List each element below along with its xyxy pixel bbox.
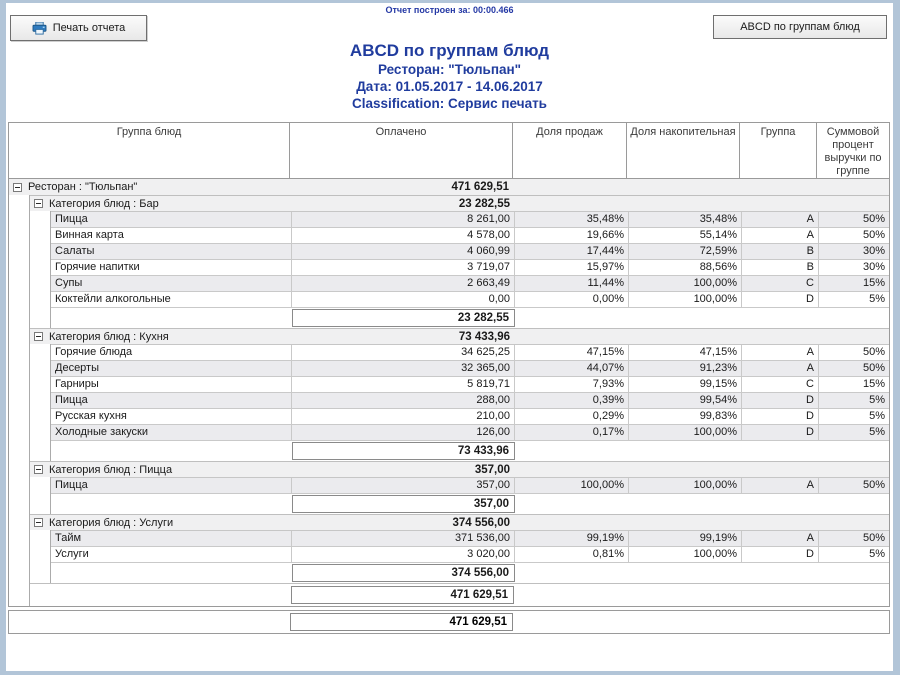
cell-share: 11,44%: [515, 276, 629, 292]
cell-share: 7,93%: [515, 377, 629, 393]
collapse-icon[interactable]: [13, 183, 22, 192]
table-row: [51, 377, 889, 393]
category-block: [30, 514, 889, 583]
table-row: [51, 531, 889, 547]
cell-dish-group: Супы: [51, 276, 292, 292]
category-row-label-wrap: [30, 198, 291, 210]
table-header-row: [9, 123, 889, 179]
column-header-share: Доля продаж: [513, 123, 627, 178]
cell-dish-group: Пицца: [51, 212, 292, 228]
collapse-icon[interactable]: [34, 518, 43, 527]
category-subtotal-row: [51, 308, 889, 328]
cell-paid: 4 578,00: [292, 228, 515, 244]
cell-sum-percent: 50%: [819, 531, 889, 547]
column-header-paid: Оплачено: [290, 123, 513, 178]
print-report-label: Печать отчета: [52, 22, 126, 34]
cell-cumulative: 72,59%: [629, 244, 742, 260]
category-group: [50, 530, 889, 583]
restaurant-row-label-wrap: [9, 181, 290, 193]
cell-share: 0,00%: [515, 292, 629, 308]
print-report-button[interactable]: [10, 15, 147, 41]
category-subtotal-box: 23 282,55: [292, 309, 515, 327]
cell-dish-group: Горячие блюда: [51, 345, 292, 361]
category-group: [50, 211, 889, 328]
grand-total-row: [8, 610, 890, 634]
category-subtotal-box: 374 556,00: [292, 564, 515, 582]
cell-share: 44,07%: [515, 361, 629, 377]
cell-share: 99,19%: [515, 531, 629, 547]
category-subtotal-row: [51, 563, 889, 583]
cell-sum-percent: 50%: [819, 228, 889, 244]
classification-subtitle: Classification: Сервис печать: [352, 96, 547, 111]
category-block: [30, 461, 889, 514]
table-row: [51, 425, 889, 441]
category-row: [30, 461, 889, 477]
cell-dish-group: Винная карта: [51, 228, 292, 244]
cell-paid: 288,00: [292, 393, 515, 409]
category-row-total: 73 433,96: [458, 330, 510, 343]
cell-dish-group: Услуги: [51, 547, 292, 563]
category-row: [30, 514, 889, 530]
cell-cumulative: 99,54%: [629, 393, 742, 409]
cell-dish-group: Десерты: [51, 361, 292, 377]
cell-sum-percent: 50%: [819, 345, 889, 361]
category-items: [51, 530, 889, 563]
printer-icon: [32, 22, 47, 35]
category-row-label-wrap: [30, 464, 291, 476]
cell-abc-group: B: [742, 260, 819, 276]
cell-share: 35,48%: [515, 212, 629, 228]
cell-dish-group: Пицца: [51, 393, 292, 409]
cell-share: 0,17%: [515, 425, 629, 441]
cell-abc-group: C: [742, 377, 819, 393]
category-row-total: 374 556,00: [452, 516, 510, 529]
table-row: [51, 276, 889, 292]
table-row: [51, 361, 889, 377]
cell-abc-group: A: [742, 531, 819, 547]
category-subtotal-box: 73 433,96: [292, 442, 515, 460]
restaurant-group: [29, 195, 889, 606]
cell-paid: 3 020,00: [292, 547, 515, 563]
cell-dish-group: Русская кухня: [51, 409, 292, 425]
cell-abc-group: A: [742, 345, 819, 361]
category-subtotal-row: [51, 441, 889, 461]
cell-sum-percent: 5%: [819, 425, 889, 441]
cell-paid: 3 719,07: [292, 260, 515, 276]
category-subtotal-box: 357,00: [292, 495, 515, 513]
cell-sum-percent: 5%: [819, 547, 889, 563]
cell-share: 17,44%: [515, 244, 629, 260]
table-row: [51, 212, 889, 228]
cell-sum-percent: 5%: [819, 292, 889, 308]
cell-paid: 357,00: [292, 478, 515, 494]
cell-cumulative: 47,15%: [629, 345, 742, 361]
cell-cumulative: 99,19%: [629, 531, 742, 547]
cell-share: 0,81%: [515, 547, 629, 563]
cell-share: 0,39%: [515, 393, 629, 409]
report-name-label: ABCD по группам блюд: [740, 21, 860, 33]
report-page: [6, 3, 893, 671]
cell-cumulative: 100,00%: [629, 276, 742, 292]
column-header-abc-group: Группа: [740, 123, 817, 178]
category-row: [30, 328, 889, 344]
collapse-icon[interactable]: [34, 332, 43, 341]
build-time-label: Отчет построен за: 00:00.466: [385, 5, 514, 15]
cell-abc-group: D: [742, 425, 819, 441]
table-row: [51, 260, 889, 276]
table-row: [51, 393, 889, 409]
table-row: [51, 228, 889, 244]
restaurant-row-total: 471 629,51: [451, 181, 509, 193]
cell-cumulative: 100,00%: [629, 478, 742, 494]
category-row-label: Категория блюд : Бар: [49, 197, 159, 210]
cell-paid: 5 819,71: [292, 377, 515, 393]
restaurant-row-label: Ресторан : "Тюльпан": [28, 181, 138, 193]
cell-abc-group: A: [742, 478, 819, 494]
cell-dish-group: Салаты: [51, 244, 292, 260]
page-title: ABCD по группам блюд: [349, 41, 550, 60]
category-row-label: Категория блюд : Пицца: [49, 463, 173, 476]
cell-cumulative: 88,56%: [629, 260, 742, 276]
restaurant-subtitle: Ресторан: "Тюльпан": [377, 62, 522, 77]
cell-sum-percent: 50%: [819, 478, 889, 494]
cell-cumulative: 35,48%: [629, 212, 742, 228]
cell-dish-group: Тайм: [51, 531, 292, 547]
cell-abc-group: A: [742, 361, 819, 377]
column-header-group: Группа блюд: [9, 123, 290, 178]
cell-cumulative: 55,14%: [629, 228, 742, 244]
category-items: [51, 477, 889, 494]
cell-sum-percent: 15%: [819, 377, 889, 393]
cell-paid: 371 536,00: [292, 531, 515, 547]
cell-abc-group: D: [742, 547, 819, 563]
cell-sum-percent: 50%: [819, 212, 889, 228]
category-block: [30, 328, 889, 461]
category-row: [30, 195, 889, 211]
cell-dish-group: Гарниры: [51, 377, 292, 393]
report-name-button[interactable]: [713, 15, 887, 39]
category-row-total: 357,00: [474, 463, 510, 476]
category-row-total: 23 282,55: [458, 197, 510, 210]
cell-abc-group: A: [742, 212, 819, 228]
column-header-cumulative: Доля накопительная: [627, 123, 740, 178]
cell-paid: 126,00: [292, 425, 515, 441]
table-row: [51, 292, 889, 308]
cell-abc-group: D: [742, 393, 819, 409]
cell-abc-group: B: [742, 244, 819, 260]
cell-cumulative: 100,00%: [629, 292, 742, 308]
cell-sum-percent: 50%: [819, 361, 889, 377]
cell-abc-group: A: [742, 228, 819, 244]
collapse-icon[interactable]: [34, 199, 43, 208]
cell-sum-percent: 5%: [819, 393, 889, 409]
cell-share: 15,97%: [515, 260, 629, 276]
cell-share: 19,66%: [515, 228, 629, 244]
cell-cumulative: 100,00%: [629, 547, 742, 563]
category-group: [50, 477, 889, 514]
category-group: [50, 344, 889, 461]
cell-dish-group: Коктейли алкогольные: [51, 292, 292, 308]
cell-abc-group: C: [742, 276, 819, 292]
cell-cumulative: 91,23%: [629, 361, 742, 377]
cell-cumulative: 100,00%: [629, 425, 742, 441]
category-row-label: Категория блюд : Кухня: [49, 330, 169, 343]
category-block: [30, 195, 889, 328]
table-row: [51, 409, 889, 425]
cell-paid: 34 625,25: [292, 345, 515, 361]
category-items: [51, 344, 889, 441]
cell-share: 47,15%: [515, 345, 629, 361]
abcd-report-table: [8, 122, 890, 607]
cell-paid: 210,00: [292, 409, 515, 425]
cell-sum-percent: 15%: [819, 276, 889, 292]
restaurant-total-row: [30, 583, 889, 606]
table-row: [51, 547, 889, 563]
cell-dish-group: Горячие напитки: [51, 260, 292, 276]
category-row-label: Категория блюд : Услуги: [49, 516, 174, 529]
category-row-label-wrap: [30, 331, 291, 343]
restaurant-row: [9, 179, 889, 195]
column-header-sum-percent: Суммовой процент выручки по группе: [824, 126, 882, 177]
table-row: [51, 478, 889, 494]
cell-dish-group: Пицца: [51, 478, 292, 494]
date-subtitle: Дата: 01.05.2017 - 14.06.2017: [356, 79, 543, 94]
restaurant-total-box: 471 629,51: [291, 586, 514, 604]
cell-cumulative: 99,83%: [629, 409, 742, 425]
cell-paid: 4 060,99: [292, 244, 515, 260]
category-subtotal-row: [51, 494, 889, 514]
cell-sum-percent: 5%: [819, 409, 889, 425]
grand-total-box: 471 629,51: [290, 613, 513, 631]
cell-abc-group: D: [742, 292, 819, 308]
table-row: [51, 244, 889, 260]
cell-paid: 8 261,00: [292, 212, 515, 228]
cell-abc-group: D: [742, 409, 819, 425]
cell-paid: 32 365,00: [292, 361, 515, 377]
cell-paid: 0,00: [292, 292, 515, 308]
collapse-icon[interactable]: [34, 465, 43, 474]
cell-dish-group: Холодные закуски: [51, 425, 292, 441]
cell-sum-percent: 30%: [819, 244, 889, 260]
cell-cumulative: 99,15%: [629, 377, 742, 393]
table-row: [51, 345, 889, 361]
cell-sum-percent: 30%: [819, 260, 889, 276]
cell-paid: 2 663,49: [292, 276, 515, 292]
category-items: [51, 211, 889, 308]
cell-share: 0,29%: [515, 409, 629, 425]
cell-share: 100,00%: [515, 478, 629, 494]
category-row-label-wrap: [30, 517, 291, 529]
